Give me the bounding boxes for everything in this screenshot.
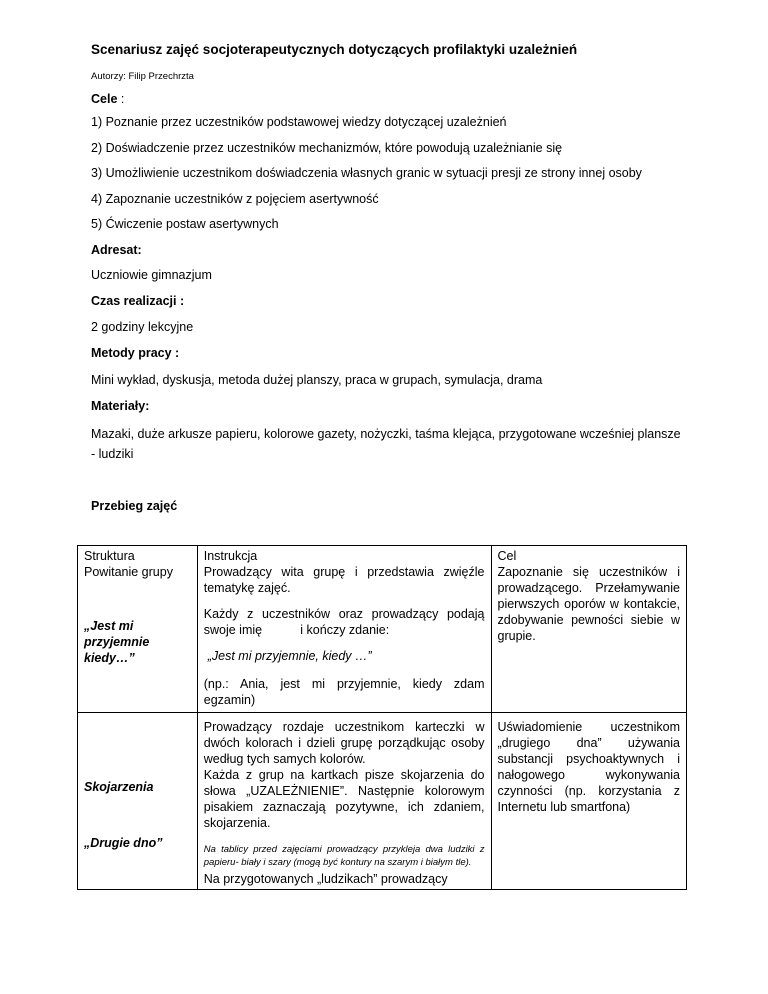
goal-cell [491,713,687,890]
czas-heading: Czas realizacji : [91,294,185,308]
goals-heading: Cele [91,92,118,106]
instruction-paragraph-1: Prowadzący wita grupę i przedstawia zwięźle tematykę zajęć. [203,565,485,595]
goals-heading-line [91,92,124,106]
instruction-quote: „Jest mi przyjemnie, kiedy …” [207,649,372,663]
table-row [78,713,687,890]
structure-cell [78,546,198,713]
instruction-note: Na tablicy przed zajęciami prowadzący przykleja dwa ludziki z papieru- biały i szary (mogą być kontury na szarym i białym tle). [203,844,485,868]
goals-heading-colon: : [117,92,125,106]
structure-stage-3: Skojarzenia [84,780,154,794]
instruction-example: (np.: Ania, jest mi przyjemnie, kiedy zdam egzamin) [203,677,485,707]
document-title: Scenariusz zajęć socjoterapeutycznych dotyczących profilaktyki uzależnień [91,42,578,57]
goal-item-4: 4) Zapoznanie uczestników z pojęciem asertywność [91,192,379,206]
structure-header: Struktura [84,549,135,563]
goal-item-3: 3) Umożliwienie uczestnikom doświadczenia własnych granic w sytuacji presji ze strony innej osoby [91,166,642,180]
adresat-value: Uczniowie gimnazjum [91,268,212,282]
lesson-plan-table [77,545,687,890]
przebieg-heading: Przebieg zajęć [91,499,178,513]
goal-cell [491,546,687,713]
structure-stage-4: „Drugie dno” [84,836,163,850]
metody-value: Mini wykład, dyskusja, metoda dużej planszy, praca w grupach, symulacja, drama [91,373,543,387]
authors-line: Autorzy: Filip Przechrzta [91,71,194,82]
materialy-value: Mazaki, duże arkusze papieru, kolorowe gazety, nożyczki, taśma klejąca, przygotowane wcześniej plansze - ludziki [91,427,681,461]
table-row [78,546,687,713]
adresat-heading: Adresat: [91,243,142,257]
goal-item-2: 2) Doświadczenie przez uczestników mechanizmów, które powodują uzależnianie się [91,141,563,155]
instruction-paragraph-3: Prowadzący rozdaje uczestnikom karteczki w dwóch kolorach i dzieli grupę porządkując osoby według tych samych kolorów. [203,720,485,766]
structure-stage-2: „Jest mi przyjemnie kiedy…” [84,619,150,665]
instruction-paragraph-4: Każda z grup na kartkach pisze skojarzenia do słowa „UZALEŻNIENIE”. Następnie kolorowym pisakiem zaznaczają pozytywne, ich zdaniem, skojarzenia. [203,768,485,830]
instruction-paragraph-2: Każdy z uczestników oraz prowadzący podają swoje imię i kończy zdanie: [203,607,488,637]
instruction-cell [197,546,491,713]
goal-item-5: 5) Ćwiczenie postaw asertywnych [91,217,279,231]
metody-heading: Metody pracy : [91,346,180,360]
goal-text-2: Uświadomienie uczestnikom „drugiego dna” używania substancji psychoaktywnych i nałogowego wykonywania czynności (np. korzystania z Internetu lub smartfona) [497,720,680,814]
goal-header: Cel [497,549,517,563]
materialy-heading: Materiały: [91,399,150,413]
structure-cell [78,713,198,890]
structure-stage-1: Powitanie grupy [84,565,173,579]
goal-item-1: 1) Poznanie przez uczestników podstawowej wiedzy dotyczącej uzależnień [91,115,507,129]
czas-value: 2 godziny lekcyjne [91,320,194,334]
goal-text-1: Zapoznanie się uczestników i prowadzącego. Przełamywanie pierwszych oporów w kontakcie, zdobywanie pewności siebie w grupie. [497,565,680,643]
instruction-cell [197,713,491,890]
instruction-paragraph-5: Na przygotowanych „ludzikach” prowadzący [203,872,448,886]
instruction-header: Instrukcja [203,549,258,563]
